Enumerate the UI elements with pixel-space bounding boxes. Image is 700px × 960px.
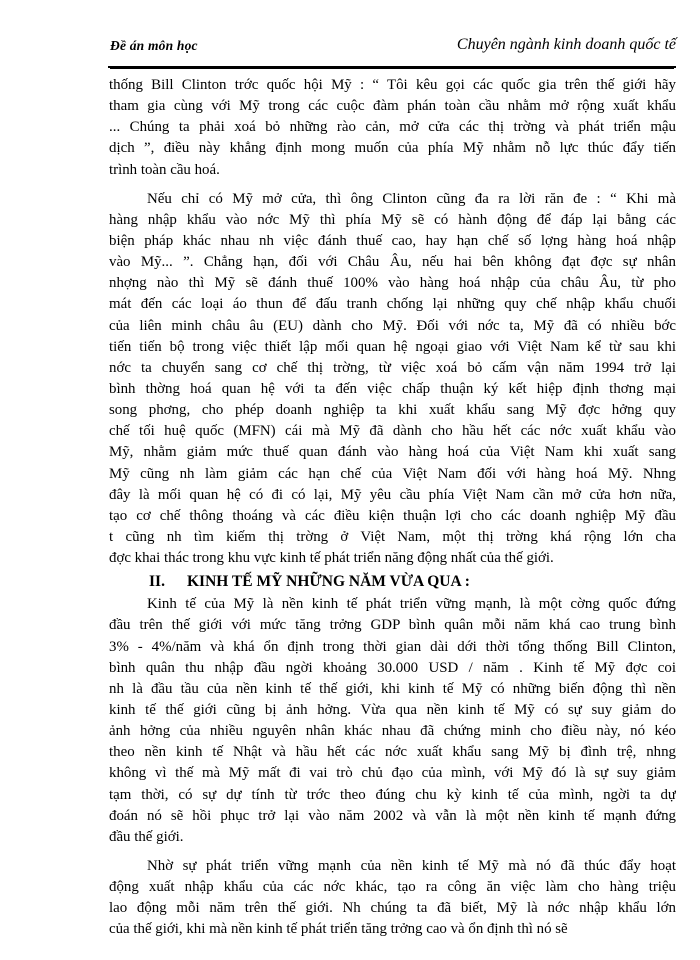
text-line: nớc ta chuyển sang cơ chế thị trờng, từ việc xoá bỏ cấm vận năm 1994 trở lại xyxy=(109,359,676,376)
text-line: tham gia cùng với Mỹ trong các cuộc đàm phán toàn cầu nhằm mở rộng xuất khẩu xyxy=(109,98,676,115)
paragraph xyxy=(109,189,676,570)
text-line: dịch ”, điều này khẳng định mong muốn của phía Mỹ nhằm nỗ lực thúc đẩy tiến xyxy=(109,140,676,157)
text-line: thống Bill Clinton trớc quốc hội Mỹ : “ Tôi kêu gọi các quốc gia trên thế giới hãy xyxy=(109,77,676,93)
text-line: không vì thế mà Mỹ mất đi vai trò chủ đạo của mình, với Mỹ đó là sự suy giảm xyxy=(109,765,676,782)
text-line: 3% - 4%/năm và khá ổn định trong thời gian dài dới thời tổng thống Bill Clinton, xyxy=(109,638,676,655)
text-line: trình toàn cầu hoá. xyxy=(109,161,220,178)
text-line: đầu trên thế giới với mức tăng trởng GDP bình quân mỗi năm khá cao trung bình xyxy=(109,617,676,634)
paragraph xyxy=(109,856,676,941)
header-course-title: Đề án môn học xyxy=(110,38,198,53)
paragraph-spacing xyxy=(109,181,676,189)
section-title: KINH TẾ MỸ NHỮNG NĂM VỪA QUA : xyxy=(187,573,470,591)
header-major-title: Chuyên ngành kinh doanh quốc tế xyxy=(456,36,676,53)
text-line: tạo cơ chế thông thoáng và các điều kiện thuận lợi cho các doanh nghiệp Mỹ đầu xyxy=(109,507,676,524)
paragraph-spacing xyxy=(109,940,676,948)
text-line: đầu thế giới. xyxy=(109,828,184,845)
text-line: song phơng, cho phép doanh nghiệp ta khi xuất khẩu sang Mỹ đợc hởng quy xyxy=(109,402,676,419)
text-line: Nếu chỉ có Mỹ mở cửa, thì ông Clinton cũng đa ra lời răn đe : “ Khi mà xyxy=(147,190,676,207)
text-line: mát đến các loại áo thun để đấu tranh chống lại những quy chế nhập khẩu chuối xyxy=(109,296,676,313)
paragraph xyxy=(109,75,676,181)
text-line: t cũng nh tìm kiếm thị trờng ở Việt Nam, một thị trờng khá rộng lớn cha xyxy=(109,528,676,545)
text-line: ảnh hởng của nhiều nguyên nhân khác nhau đã chứng minh cho điều này, nó kéo xyxy=(109,723,676,740)
section-heading xyxy=(109,570,676,594)
text-line: nh là đầu tầu của nền kinh tế thế giới, khi kinh tế Mỹ có những biến động thì nền xyxy=(109,680,676,697)
text-line: đây là mối quan hệ có đi có lại, Mỹ yêu cầu phía Việt Nam cần mở cửa hơn nữa, xyxy=(109,486,676,503)
text-line: ... Chúng ta phải xoá bỏ những rào cản, mở cửa các thị trờng và phát triển mậu xyxy=(109,119,676,136)
text-line: chế tối huệ quốc (MFN) cái mà Mỹ đã dành cho hầu hết các nớc xuất khẩu vào xyxy=(109,423,676,440)
text-line: đoán nó sẽ hồi phục trở lại vào năm 2002 và vẫn là một nền kinh tế mạnh đứng xyxy=(109,807,676,824)
text-line: đợc khai thác trong khu vực kinh tế phát triển năng động nhất của thế giới. xyxy=(109,550,554,567)
text-line: lao động mỗi năm trên thế giới. Nh chúng ta đã biết, Mỹ là nớc nhập khẩu lớn xyxy=(109,900,676,917)
document-body xyxy=(109,75,676,948)
text-line: Mỹ cũng nh làm giảm các hạn chế của Việt Nam đối với hàng hoá Mỹ. Nhng xyxy=(109,465,676,482)
text-line: tạm thời, có sự dự tính từ trớc theo đúng chu kỳ kinh tế của mình, ngời ta dự xyxy=(109,786,676,803)
text-line: Mỹ, nhằm giảm mức thuế quan đánh vào hàng hoá của Việt Nam khi xuất sang xyxy=(109,444,676,461)
text-line: Kinh tế của Mỹ là nền kinh tế phát triển vững mạnh, là một cờng quốc đứng xyxy=(147,596,676,613)
text-line: theo nền kinh tế Nhật và hầu hết các nớc xuất khẩu sang Mỹ bị đình trệ, nhng xyxy=(109,744,676,761)
paragraph-spacing xyxy=(109,848,676,856)
text-line: bình thờng hoá quan hệ với ta đến việc chấp thuận ký kết hiệp định thơng mại xyxy=(109,380,676,397)
paragraph xyxy=(109,594,676,848)
text-line: hàng nhập khẩu vào nớc Mỹ thì phía Mỹ sẽ có hành động để đáp lại bằng các xyxy=(109,211,676,228)
text-line: Nhờ sự phát triển vững mạnh của nền kinh tế Mỹ mà nó đã thúc đẩy hoạt xyxy=(147,857,676,874)
text-line: vào Mỹ... ”. Chẳng hạn, đối với Châu Âu, nếu hai bên không đạt đợc sự nhân xyxy=(109,254,676,271)
text-line: biện pháp khác nhau nh việc đánh thuế cao, hay hạn chế số lợng hàng hoá nhập xyxy=(109,232,676,249)
section-number: II. xyxy=(149,573,165,591)
text-line: của thế giới, khi mà nền kinh tế phát triển tăng trởng cao và ổn định thì nó sẽ xyxy=(109,921,568,938)
text-line: nhợng nào thì Mỹ sẽ đánh thuế 100% vào hàng hoá nhập của châu Âu, từ pho xyxy=(109,275,676,292)
text-line: kinh tế thế giới cũng bị ảnh hởng. Vừa qua nền kinh tế Mỹ có sự suy giảm do xyxy=(109,701,676,718)
text-line: bình quân thu nhập đầu ngời khoảng 30.000 USD / năm . Kinh tế Mỹ đợc coi xyxy=(109,659,676,676)
page-header xyxy=(108,24,676,68)
text-line: tiến tiến bộ trong việc thiết lập mối quan hệ ngoại giao với Việt Nam kể từ sau khi xyxy=(109,338,676,355)
text-line: động xuất nhập khẩu của các nớc khác, tạo ra công ăn việc làm cho hàng triệu xyxy=(109,879,676,896)
text-line: của liên minh châu âu (EU) dành cho Mỹ. Đối với nớc ta, Mỹ đã có nhiều bớc xyxy=(109,317,676,334)
